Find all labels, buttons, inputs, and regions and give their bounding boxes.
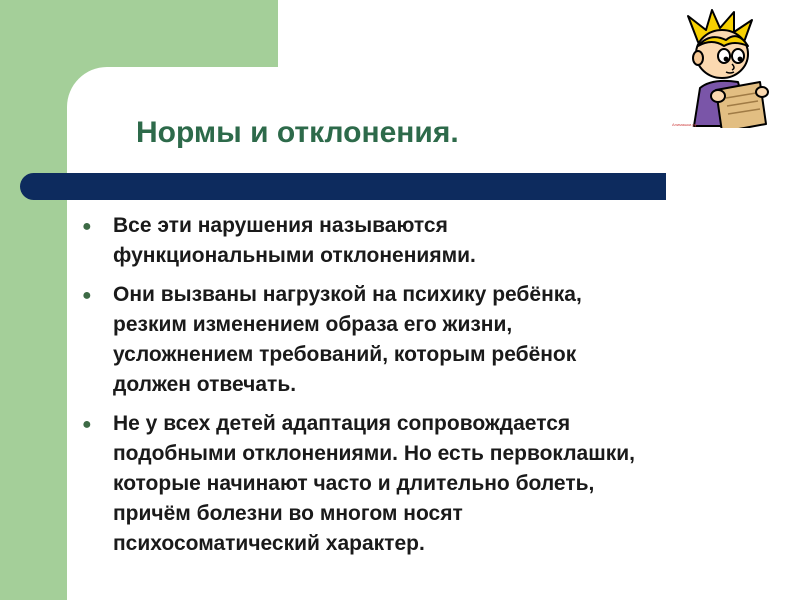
slide-title: Нормы и отклонения. — [136, 116, 459, 149]
round-bullet-icon: ● — [82, 287, 92, 304]
bullet-text: Все эти нарушения называются функциональными отклонениями. — [113, 214, 476, 267]
bullet-item — [80, 280, 790, 400]
bullet-item — [80, 409, 790, 559]
bullet-text: Они вызваны нагрузкой на психику ребёнка, резким изменением образа его жизни, усложнением требований, которым ребёнок должен отвечать. — [113, 283, 582, 396]
round-bullet-icon: ● — [82, 218, 92, 235]
bullet-list — [80, 211, 790, 568]
round-bullet-icon: ● — [82, 416, 92, 433]
cartoon-caption: Анимашки.ру — [672, 122, 697, 127]
title-divider-bar — [20, 173, 666, 200]
bullet-item — [80, 211, 790, 271]
bullet-text: Не у всех детей адаптация сопровождается подобными отклонениями. Но есть первоклашки, которые начинают часто и длительно болеть, причём болезни во многом носят психосоматический характер. — [113, 412, 635, 555]
boy-reading-book-icon — [668, 8, 780, 128]
